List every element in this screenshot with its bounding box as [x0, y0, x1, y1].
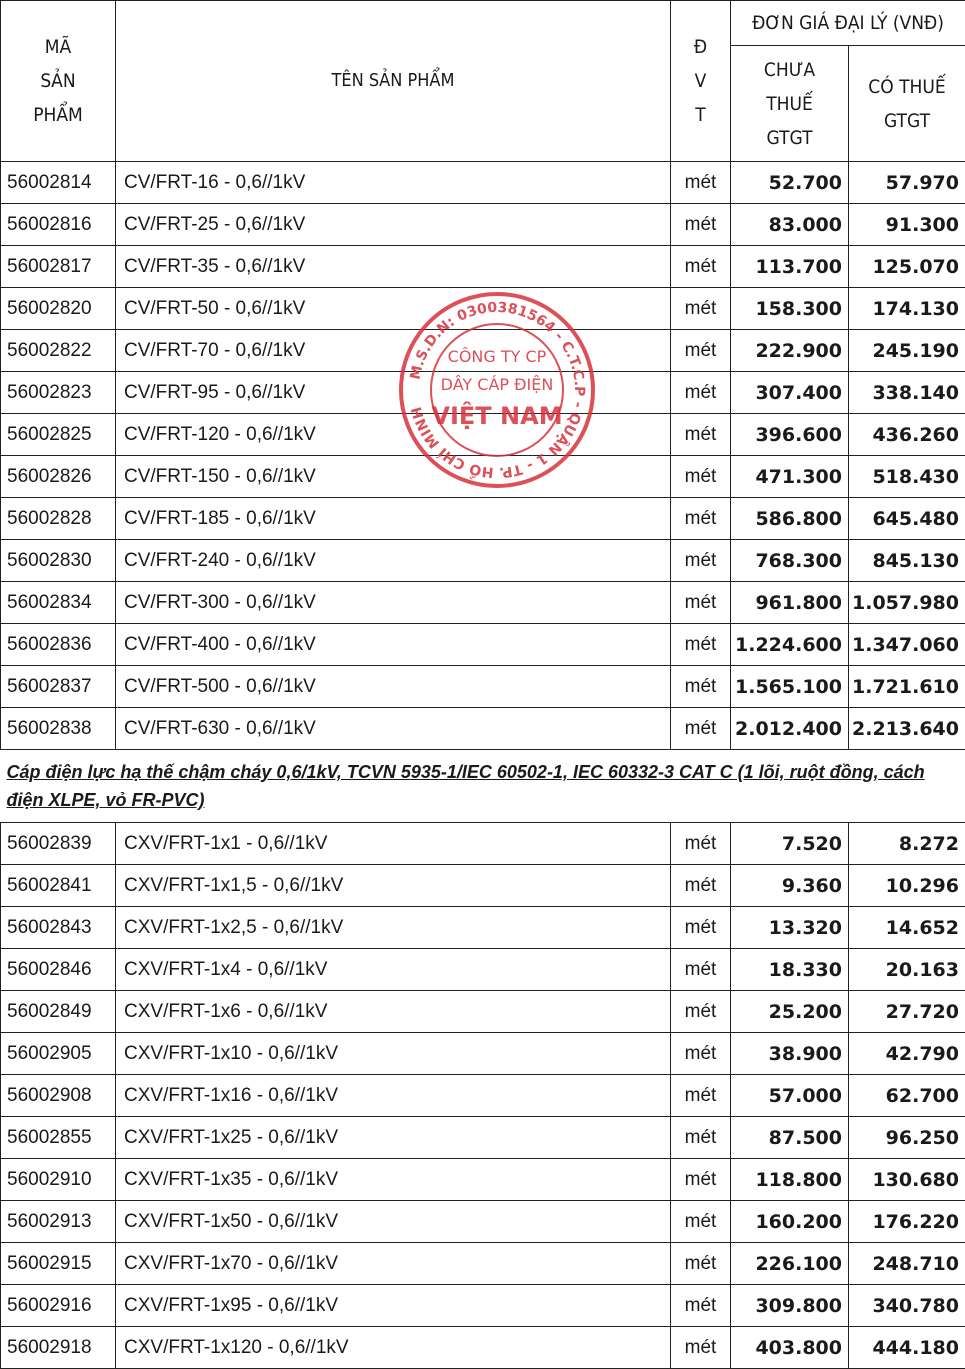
product-name: CV/FRT-300 - 0,6//1kV: [116, 582, 671, 624]
product-name: CXV/FRT-1x2,5 - 0,6//1kV: [116, 907, 671, 949]
product-code: 56002918: [1, 1327, 116, 1369]
price-pre-tax: 403.800: [731, 1327, 849, 1369]
table-row: [1, 1285, 965, 1327]
price-with-tax: 1.347.060: [849, 624, 965, 666]
product-unit: mét: [671, 330, 731, 372]
product-unit: mét: [671, 540, 731, 582]
product-unit: mét: [671, 204, 731, 246]
product-code: 56002836: [1, 624, 116, 666]
price-pre-tax: 586.800: [731, 498, 849, 540]
product-unit: mét: [671, 666, 731, 708]
product-name: CXV/FRT-1x120 - 0,6//1kV: [116, 1327, 671, 1369]
product-code: 56002839: [1, 823, 116, 865]
product-code: 56002908: [1, 1075, 116, 1117]
product-unit: mét: [671, 949, 731, 991]
price-with-tax: 338.140: [849, 372, 965, 414]
table-row: [1, 330, 965, 372]
product-code: 56002828: [1, 498, 116, 540]
header-pre-tax: CHƯA THUẾ GTGT: [731, 46, 849, 162]
seal-line-1: CÔNG TY CP: [448, 347, 547, 366]
product-name: CXV/FRT-1x4 - 0,6//1kV: [116, 949, 671, 991]
price-pre-tax: 52.700: [731, 162, 849, 204]
product-name: CV/FRT-35 - 0,6//1kV: [116, 246, 671, 288]
price-with-tax: 436.260: [849, 414, 965, 456]
header-with-tax: CÓ THUẾ GTGT: [849, 46, 965, 162]
product-unit: mét: [671, 1117, 731, 1159]
price-pre-tax: 1.224.600: [731, 624, 849, 666]
price-with-tax: 2.213.640: [849, 708, 965, 750]
price-pre-tax: 18.330: [731, 949, 849, 991]
table-row: [1, 246, 965, 288]
table-row: [1, 1327, 965, 1369]
price-pre-tax: 307.400: [731, 372, 849, 414]
price-pre-tax: 87.500: [731, 1117, 849, 1159]
header-name: TÊN SẢN PHẨM: [116, 1, 671, 162]
product-unit: mét: [671, 456, 731, 498]
price-pre-tax: 1.565.100: [731, 666, 849, 708]
table-row: [1, 666, 965, 708]
seal-ring-text: M.S.D.N: 0300381564 - C.T.C.P - QUẬN 1 - TP. HỒ CHÍ MINH: [408, 300, 587, 481]
product-name: CV/FRT-120 - 0,6//1kV: [116, 414, 671, 456]
product-name: CXV/FRT-1x25 - 0,6//1kV: [116, 1117, 671, 1159]
price-with-tax: 1.057.980: [849, 582, 965, 624]
product-code: 56002905: [1, 1033, 116, 1075]
price-pre-tax: 226.100: [731, 1243, 849, 1285]
price-with-tax: 14.652: [849, 907, 965, 949]
product-unit: mét: [671, 498, 731, 540]
product-unit: mét: [671, 1159, 731, 1201]
section-title-row: [1, 750, 965, 823]
header-price-group: ĐƠN GIÁ ĐẠI LÝ (VNĐ): [731, 1, 965, 46]
price-pre-tax: 38.900: [731, 1033, 849, 1075]
product-code: 56002830: [1, 540, 116, 582]
price-with-tax: 20.163: [849, 949, 965, 991]
table-row: [1, 823, 965, 865]
product-code: 56002846: [1, 949, 116, 991]
price-with-tax: 845.130: [849, 540, 965, 582]
product-code: 56002816: [1, 204, 116, 246]
product-code: 56002910: [1, 1159, 116, 1201]
product-code: 56002817: [1, 246, 116, 288]
product-name: CXV/FRT-1x1,5 - 0,6//1kV: [116, 865, 671, 907]
product-unit: mét: [671, 1033, 731, 1075]
price-with-tax: 340.780: [849, 1285, 965, 1327]
product-name: CXV/FRT-1x6 - 0,6//1kV: [116, 991, 671, 1033]
product-unit: mét: [671, 991, 731, 1033]
product-name: CXV/FRT-1x50 - 0,6//1kV: [116, 1201, 671, 1243]
price-pre-tax: 113.700: [731, 246, 849, 288]
product-name: CV/FRT-630 - 0,6//1kV: [116, 708, 671, 750]
product-unit: mét: [671, 1327, 731, 1369]
product-name: CXV/FRT-1x16 - 0,6//1kV: [116, 1075, 671, 1117]
header-unit: Đ V T: [671, 1, 731, 162]
product-name: CXV/FRT-1x1 - 0,6//1kV: [116, 823, 671, 865]
product-name: CV/FRT-400 - 0,6//1kV: [116, 624, 671, 666]
product-code: 56002834: [1, 582, 116, 624]
product-name: CXV/FRT-1x35 - 0,6//1kV: [116, 1159, 671, 1201]
product-code: 56002822: [1, 330, 116, 372]
product-unit: mét: [671, 907, 731, 949]
table-row: [1, 582, 965, 624]
product-code: 56002913: [1, 1201, 116, 1243]
product-code: 56002915: [1, 1243, 116, 1285]
price-pre-tax: 222.900: [731, 330, 849, 372]
product-code: 56002837: [1, 666, 116, 708]
product-unit: mét: [671, 1243, 731, 1285]
table-row: [1, 498, 965, 540]
price-pre-tax: 7.520: [731, 823, 849, 865]
price-with-tax: 248.710: [849, 1243, 965, 1285]
product-unit: mét: [671, 708, 731, 750]
table-row: [1, 1033, 965, 1075]
product-name: CV/FRT-70 - 0,6//1kV: [116, 330, 671, 372]
table-row: [1, 1075, 965, 1117]
product-name: CXV/FRT-1x95 - 0,6//1kV: [116, 1285, 671, 1327]
table-row: [1, 204, 965, 246]
product-unit: mét: [671, 414, 731, 456]
header-code: MÃ SẢN PHẨM: [1, 1, 116, 162]
price-with-tax: 62.700: [849, 1075, 965, 1117]
product-unit: mét: [671, 582, 731, 624]
table-row: [1, 414, 965, 456]
price-with-tax: 57.970: [849, 162, 965, 204]
table-row: [1, 1117, 965, 1159]
product-name: CXV/FRT-1x70 - 0,6//1kV: [116, 1243, 671, 1285]
price-with-tax: 96.250: [849, 1117, 965, 1159]
price-pre-tax: 9.360: [731, 865, 849, 907]
product-code: 56002838: [1, 708, 116, 750]
price-with-tax: 8.272: [849, 823, 965, 865]
price-pre-tax: 25.200: [731, 991, 849, 1033]
product-unit: mét: [671, 1285, 731, 1327]
product-code: 56002814: [1, 162, 116, 204]
product-name: CV/FRT-240 - 0,6//1kV: [116, 540, 671, 582]
table-row: [1, 991, 965, 1033]
section-title: Cáp điện lực hạ thế chậm cháy 0,6/1kV, TCVN 5935-1/IEC 60502-1, IEC 60332-3 CAT C (1 lõi, ruột đồng, cách điện XLPE, vỏ FR-PVC): [1, 750, 965, 823]
price-pre-tax: 57.000: [731, 1075, 849, 1117]
product-code: 56002825: [1, 414, 116, 456]
product-unit: mét: [671, 865, 731, 907]
product-name: CV/FRT-500 - 0,6//1kV: [116, 666, 671, 708]
price-pre-tax: 83.000: [731, 204, 849, 246]
table-row: [1, 540, 965, 582]
price-with-tax: 174.130: [849, 288, 965, 330]
price-pre-tax: 396.600: [731, 414, 849, 456]
table-row: [1, 1159, 965, 1201]
price-pre-tax: 160.200: [731, 1201, 849, 1243]
product-code: 56002826: [1, 456, 116, 498]
price-pre-tax: 2.012.400: [731, 708, 849, 750]
product-code: 56002849: [1, 991, 116, 1033]
product-unit: mét: [671, 823, 731, 865]
price-with-tax: 125.070: [849, 246, 965, 288]
product-code: 56002855: [1, 1117, 116, 1159]
price-with-tax: 444.180: [849, 1327, 965, 1369]
product-unit: mét: [671, 372, 731, 414]
price-with-tax: 1.721.610: [849, 666, 965, 708]
product-code: 56002823: [1, 372, 116, 414]
price-pre-tax: 768.300: [731, 540, 849, 582]
price-with-tax: 645.480: [849, 498, 965, 540]
price-with-tax: 42.790: [849, 1033, 965, 1075]
price-pre-tax: 961.800: [731, 582, 849, 624]
table-row: [1, 708, 965, 750]
product-name: CV/FRT-95 - 0,6//1kV: [116, 372, 671, 414]
price-with-tax: 176.220: [849, 1201, 965, 1243]
price-with-tax: 27.720: [849, 991, 965, 1033]
product-name: CV/FRT-150 - 0,6//1kV: [116, 456, 671, 498]
product-name: CXV/FRT-1x10 - 0,6//1kV: [116, 1033, 671, 1075]
product-code: 56002841: [1, 865, 116, 907]
header-row-1: [1, 1, 965, 46]
price-pre-tax: 118.800: [731, 1159, 849, 1201]
table-row: [1, 949, 965, 991]
table-row: [1, 907, 965, 949]
price-pre-tax: 158.300: [731, 288, 849, 330]
product-unit: mét: [671, 624, 731, 666]
table-row: [1, 1243, 965, 1285]
table-row: [1, 1201, 965, 1243]
product-unit: mét: [671, 1075, 731, 1117]
table-row: [1, 865, 965, 907]
product-code: 56002916: [1, 1285, 116, 1327]
product-unit: mét: [671, 288, 731, 330]
product-name: CV/FRT-25 - 0,6//1kV: [116, 204, 671, 246]
table-row: [1, 288, 965, 330]
product-name: CV/FRT-185 - 0,6//1kV: [116, 498, 671, 540]
table-row: [1, 372, 965, 414]
price-with-tax: 518.430: [849, 456, 965, 498]
product-unit: mét: [671, 1201, 731, 1243]
seal-line-3: VIỆT NAM: [431, 400, 562, 430]
table-row: [1, 624, 965, 666]
price-pre-tax: 309.800: [731, 1285, 849, 1327]
product-code: 56002843: [1, 907, 116, 949]
table-row: [1, 456, 965, 498]
price-with-tax: 10.296: [849, 865, 965, 907]
table-row: [1, 162, 965, 204]
price-pre-tax: 471.300: [731, 456, 849, 498]
product-unit: mét: [671, 246, 731, 288]
price-with-tax: 91.300: [849, 204, 965, 246]
product-unit: mét: [671, 162, 731, 204]
price-with-tax: 245.190: [849, 330, 965, 372]
product-name: CV/FRT-16 - 0,6//1kV: [116, 162, 671, 204]
product-code: 56002820: [1, 288, 116, 330]
seal-line-2: DÂY CÁP ĐIỆN: [441, 375, 554, 394]
price-with-tax: 130.680: [849, 1159, 965, 1201]
price-pre-tax: 13.320: [731, 907, 849, 949]
product-name: CV/FRT-50 - 0,6//1kV: [116, 288, 671, 330]
